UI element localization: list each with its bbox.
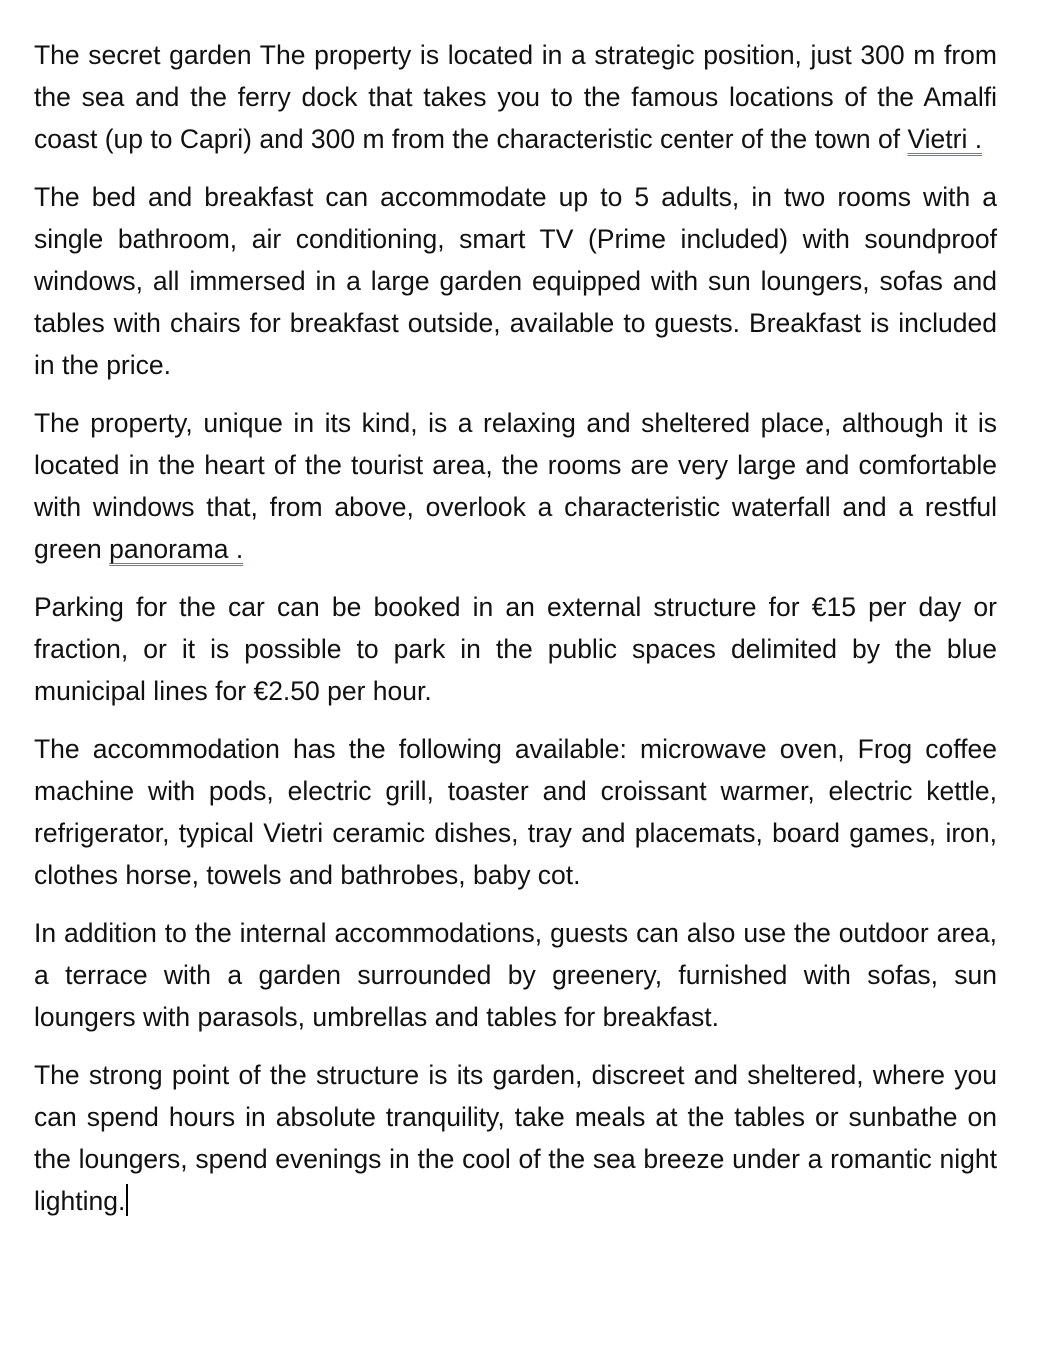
document-body[interactable] — [34, 34, 997, 1238]
proofing-mark-panorama[interactable]: panorama . — [109, 534, 244, 564]
paragraph-5[interactable] — [34, 728, 997, 896]
paragraph-2-text: The bed and breakfast can accommodate up to 5 adults, in two rooms with a single bathroom, air conditioning, smart TV (Prime included) with soundproof windows, all immersed in a large garden equipped with sun loungers, sofas and tables with chairs for breakfast outside, available to guests. Breakfast is included in the price. — [34, 182, 997, 380]
paragraph-7-text: The strong point of the structure is its garden, discreet and sheltered, where you can spend hours in absolute tranquility, take meals at the tables or sunbathe on the loungers, spend evenings in the cool of the sea breeze under a romantic night lighting. — [34, 1060, 997, 1216]
paragraph-1-text: The secret garden The property is located in a strategic position, just 300 m from the sea and the ferry dock that takes you to the famous locations of the Amalfi coast (up to Capri) and 300 m from the characteristic center of the town of — [34, 40, 997, 154]
paragraph-6-text: In addition to the internal accommodations, guests can also use the outdoor area, a terrace with a garden surrounded by greenery, furnished with sofas, sun loungers with parasols, umbrellas and tables for breakfast. — [34, 918, 997, 1032]
paragraph-7[interactable] — [34, 1054, 997, 1222]
paragraph-1[interactable] — [34, 34, 997, 160]
paragraph-6[interactable] — [34, 912, 997, 1038]
paragraph-3[interactable] — [34, 402, 997, 570]
paragraph-5-text: The accommodation has the following available: microwave oven, Frog coffee machine with pods, electric grill, toaster and croissant warmer, electric kettle, refrigerator, typical Vietri ceramic dishes, tray and placemats, board games, iron, clothes horse, towels and bathrobes, baby cot. — [34, 734, 997, 890]
paragraph-3-text: The property, unique in its kind, is a relaxing and sheltered place, although it is located in the heart of the tourist area, the rooms are very large and comfortable with windows that, from above, overlook a characteristic waterfall and a restful green — [34, 408, 997, 564]
text-cursor — [126, 1184, 128, 1216]
paragraph-4[interactable] — [34, 586, 997, 712]
paragraph-2[interactable] — [34, 176, 997, 386]
paragraph-4-text: Parking for the car can be booked in an external structure for €15 per day or fraction, or it is possible to park in the public spaces delimited by the blue municipal lines for €2.50 per hour. — [34, 592, 997, 706]
proofing-mark-vietri[interactable]: Vietri . — [907, 124, 983, 154]
